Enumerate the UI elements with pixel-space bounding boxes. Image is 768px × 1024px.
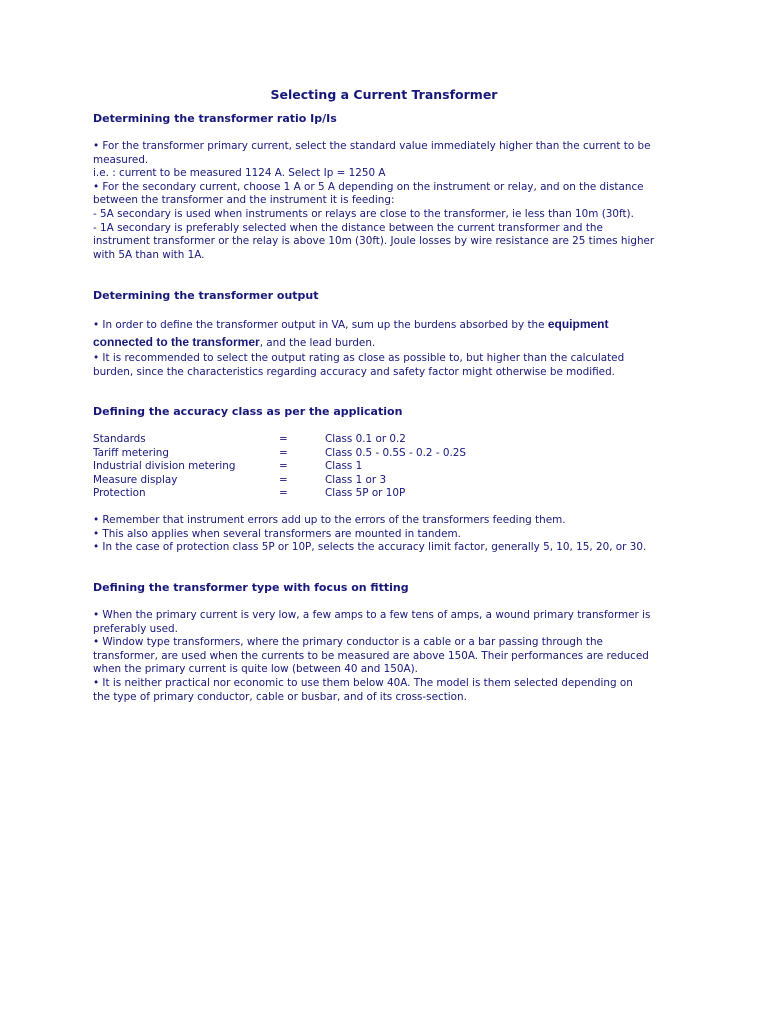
section-body-ratio	[93, 140, 703, 262]
paragraph-line	[93, 316, 703, 334]
paragraph-line: instrument transformer or the relay is above 10m (30ft). Joule losses by wire resistance are 25 times higher	[93, 235, 655, 248]
class-cell: Class 0.5 - 0.5S - 0.2 - 0.2S	[325, 446, 466, 459]
paragraph-text: , and the lead burden.	[259, 337, 376, 349]
paragraph-line: • For the transformer primary current, select the standard value immediately higher than the current to be	[93, 140, 651, 152]
paragraph-line: preferably used.	[93, 622, 178, 635]
paragraph-line: when the primary current is quite low (between 40 and 150A).	[93, 663, 418, 676]
application-cell: Tariff metering	[93, 446, 169, 459]
paragraph-line: - 5A secondary is used when instruments or relays are close to the transformer, ie less than 10m (30ft).	[93, 207, 634, 220]
paragraph-line: with 5A than with 1A.	[93, 248, 205, 261]
equals-cell: =	[279, 473, 288, 486]
accuracy-notes	[93, 514, 703, 555]
paragraph-line: transformer, are used when the currents to be measured are above 150A. Their performances are reduced	[93, 649, 649, 662]
class-cell: Class 1 or 3	[325, 473, 387, 486]
document-title: Selecting a Current Transformer	[270, 87, 498, 102]
class-cell: Class 1	[325, 460, 363, 473]
paragraph-line: • When the primary current is very low, a few amps to a few tens of amps, a wound primary transformer is	[93, 609, 651, 621]
emphasized-text: connected to the transformer	[93, 335, 260, 349]
paragraph-line: • Remember that instrument errors add up to the errors of the transformers feeding them.	[93, 514, 566, 526]
section-heading-type: Defining the transformer type with focus on fitting	[93, 581, 409, 594]
paragraph-line: • In the case of protection class 5P or 10P, selects the accuracy limit factor, generally 5, 10, 15, 20, or 30.	[93, 541, 647, 554]
application-cell: Protection	[93, 487, 146, 500]
section-body-output	[93, 316, 703, 379]
paragraph-line: • Window type transformers, where the primary conductor is a cable or a bar passing through the	[93, 636, 603, 649]
emphasized-text: equipment	[547, 317, 609, 331]
paragraph-line: the type of primary conductor, cable or busbar, and of its cross-section.	[93, 690, 467, 703]
section-heading-ratio: Determining the transformer ratio Ip/Is	[93, 112, 337, 125]
section-body-type	[93, 609, 703, 704]
paragraph-line: burden, since the characteristics regarding accuracy and safety factor might otherwise be modified.	[93, 365, 615, 378]
equals-cell: =	[279, 460, 288, 473]
paragraph-line: • This also applies when several transformers are mounted in tandem.	[93, 527, 461, 540]
equals-cell: =	[279, 433, 288, 445]
paragraph-line	[93, 334, 703, 352]
application-cell: Industrial division metering	[93, 460, 236, 473]
paragraph-line: measured.	[93, 153, 149, 166]
paragraph-line: • It is neither practical nor economic to use them below 40A. The model is them selected depending on	[93, 676, 633, 689]
equals-cell: =	[279, 487, 288, 500]
class-cell: Class 5P or 10P	[325, 487, 406, 500]
paragraph-line: • It is recommended to select the output rating as close as possible to, but higher than the calculated	[93, 352, 625, 364]
class-cell: Class 0.1 or 0.2	[325, 433, 406, 445]
section-heading-output: Determining the transformer output	[93, 289, 319, 302]
equals-cell: =	[279, 446, 288, 459]
paragraph-line: • For the secondary current, choose 1 A or 5 A depending on the instrument or relay, and on the distance	[93, 180, 644, 193]
paragraph-line: - 1A secondary is preferably selected when the distance between the current transformer and the	[93, 221, 603, 234]
paragraph-line: between the transformer and the instrument it is feeding:	[93, 194, 395, 207]
paragraph-line: i.e. : current to be measured 1124 A. Select Ip = 1250 A	[93, 167, 386, 180]
section-heading-accuracy: Defining the accuracy class as per the application	[93, 405, 403, 418]
application-cell: Measure display	[93, 473, 178, 486]
application-cell: Standards	[93, 433, 146, 445]
paragraph-text: • In order to define the transformer output in VA, sum up the burdens absorbed by the	[93, 319, 548, 331]
